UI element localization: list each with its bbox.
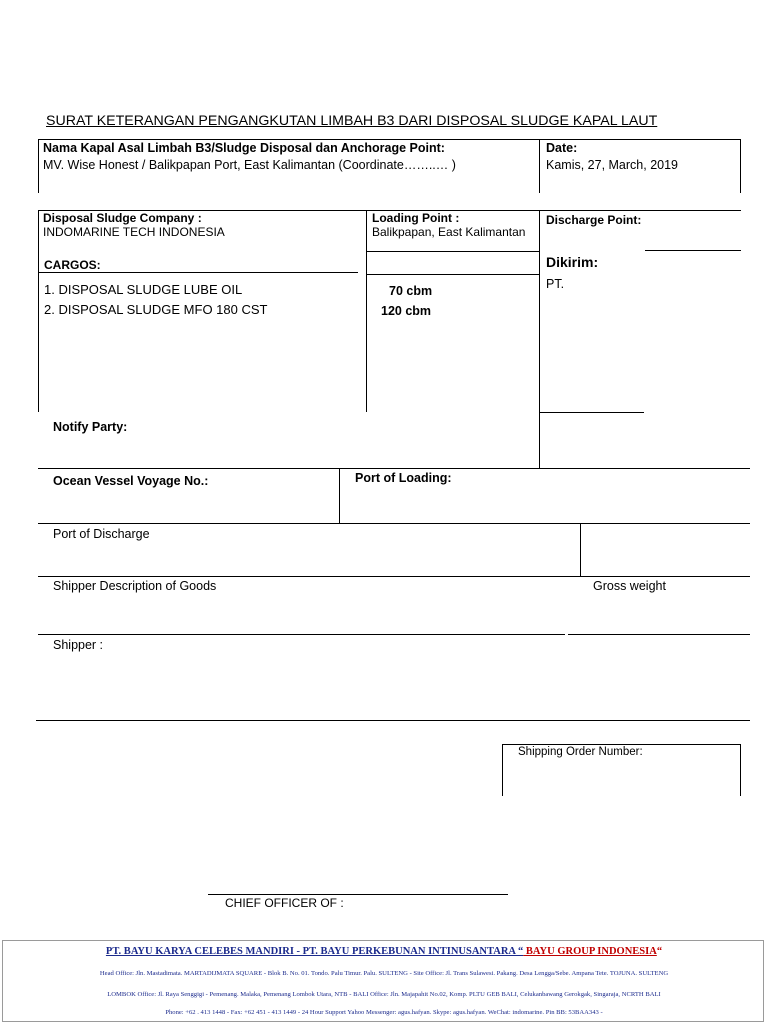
cargo-item-2: 2. DISPOSAL SLUDGE MFO 180 CST [44, 302, 268, 317]
main-box-left [38, 210, 39, 412]
vessel-value: MV. Wise Honest / Balikpapan Port, East Kalimantan (Coordinate……..… ) [43, 158, 456, 172]
company-loading-divider [366, 210, 367, 412]
date-label: Date: [546, 141, 578, 155]
discharge-point-line [645, 250, 741, 251]
footer-phone-line: Phone: +62 . 413 1448 - Fax: +62 451 - 413 1449 - 24 Hour Support Yahoo Messenger: agus.hafyan. Skype: agus.hafyan. WeChat: indomarine. Pin BB: 53BAA343 - [165, 1009, 603, 1016]
shipper-label: Shipper : [53, 638, 104, 652]
company-label: Disposal Sludge Company : [43, 211, 202, 225]
notify-row-bottom-right [696, 468, 750, 469]
cargo-item-1: 1. DISPOSAL SLUDGE LUBE OIL [44, 282, 243, 297]
qty-header-bottom [366, 274, 539, 275]
gross-weight-row-bottom [568, 634, 750, 635]
footer-company-names: PT. BAYU KARYA CELEBES MANDIRI - PT. BAYU PERKEBUNAN INTINUSANTARA “ [105, 946, 524, 957]
cargos-label: CARGOS: [44, 258, 101, 272]
company-value: INDOMARINE TECH INDONESIA [43, 225, 225, 239]
cargos-underline [38, 272, 358, 273]
header-box-right [740, 139, 741, 193]
notify-party-label: Notify Party: [53, 420, 128, 434]
port-of-discharge-label: Port of Discharge [53, 527, 150, 541]
shipping-order-box-top [502, 744, 740, 745]
cargo-qty-2: 120 cbm [381, 304, 432, 318]
discharge-divider [580, 523, 581, 576]
shipping-order-box-right [740, 744, 741, 796]
footer-office-line: Head Office: Jln. Mastadimata. MARTADIJMATA SQUARE - Blok B. No. 01. Tondo. Palu Timur. Palu. SULTENG - Site Office: Jl. Trans Sulawesi. Pakang. Desa Lengga/Sebe. Ampana Tete. TOJUNA. SULTENG [99, 970, 669, 977]
port-of-loading-label: Port of Loading: [355, 471, 452, 485]
header-box-top [38, 139, 741, 140]
vessel-loading-divider [339, 468, 340, 523]
shipper-description-label: Shipper Description of Goods [53, 579, 217, 593]
shipper-row-bottom [36, 720, 750, 721]
vessel-row-bottom [38, 523, 750, 524]
footer-company-line [0, 946, 768, 957]
notify-row-bottom [38, 468, 750, 469]
cargo-qty-1: 70 cbm [389, 284, 433, 298]
discharge-point-label: Discharge Point: [546, 213, 642, 227]
loading-discharge-divider [539, 210, 540, 468]
ocean-vessel-label: Ocean Vessel Voyage No.: [53, 474, 209, 488]
shipping-order-label: Shipping Order Number: [518, 746, 643, 758]
gross-weight-label: Gross weight [593, 579, 666, 593]
dikirim-label: Dikirim: [546, 254, 599, 270]
loading-cell-bottom [366, 251, 539, 252]
chief-officer-label: CHIEF OFFICER OF : [225, 896, 344, 910]
description-row-bottom [38, 634, 565, 635]
footer-lombok-line: LOMBOK Office: Jl. Raya Senggigi - Pemenang. Malaka, Pemenang Lombok Utara, NTB - BALI Office: Jln. Majapahit No.02, Komp. PLTU GEB BALI, Celukanbawang Gerokgak, Singaraja, NCRTH BALI [107, 991, 661, 998]
loading-point-value: Balikpapan, East Kalimantan [372, 225, 526, 239]
discharge-row-bottom [38, 576, 750, 577]
dikirim-bottom-line [539, 412, 644, 413]
shipping-order-box-left [502, 744, 503, 796]
vessel-label: Nama Kapal Asal Limbah B3/Sludge Disposal dan Anchorage Point: [43, 141, 445, 155]
header-box-divider [539, 139, 540, 193]
loading-point-label: Loading Point : [372, 211, 460, 225]
signature-line [208, 894, 508, 895]
footer-quote-close: “ [656, 946, 663, 957]
footer-group-name: BAYU GROUP INDONESIA [523, 946, 657, 957]
dikirim-value: PT. [546, 277, 565, 291]
document-title: SURAT KETERANGAN PENGANGKUTAN LIMBAH B3 DARI DISPOSAL SLUDGE KAPAL LAUT [46, 113, 658, 129]
date-value: Kamis, 27, March, 2019 [546, 158, 679, 172]
header-box-left [38, 139, 39, 193]
